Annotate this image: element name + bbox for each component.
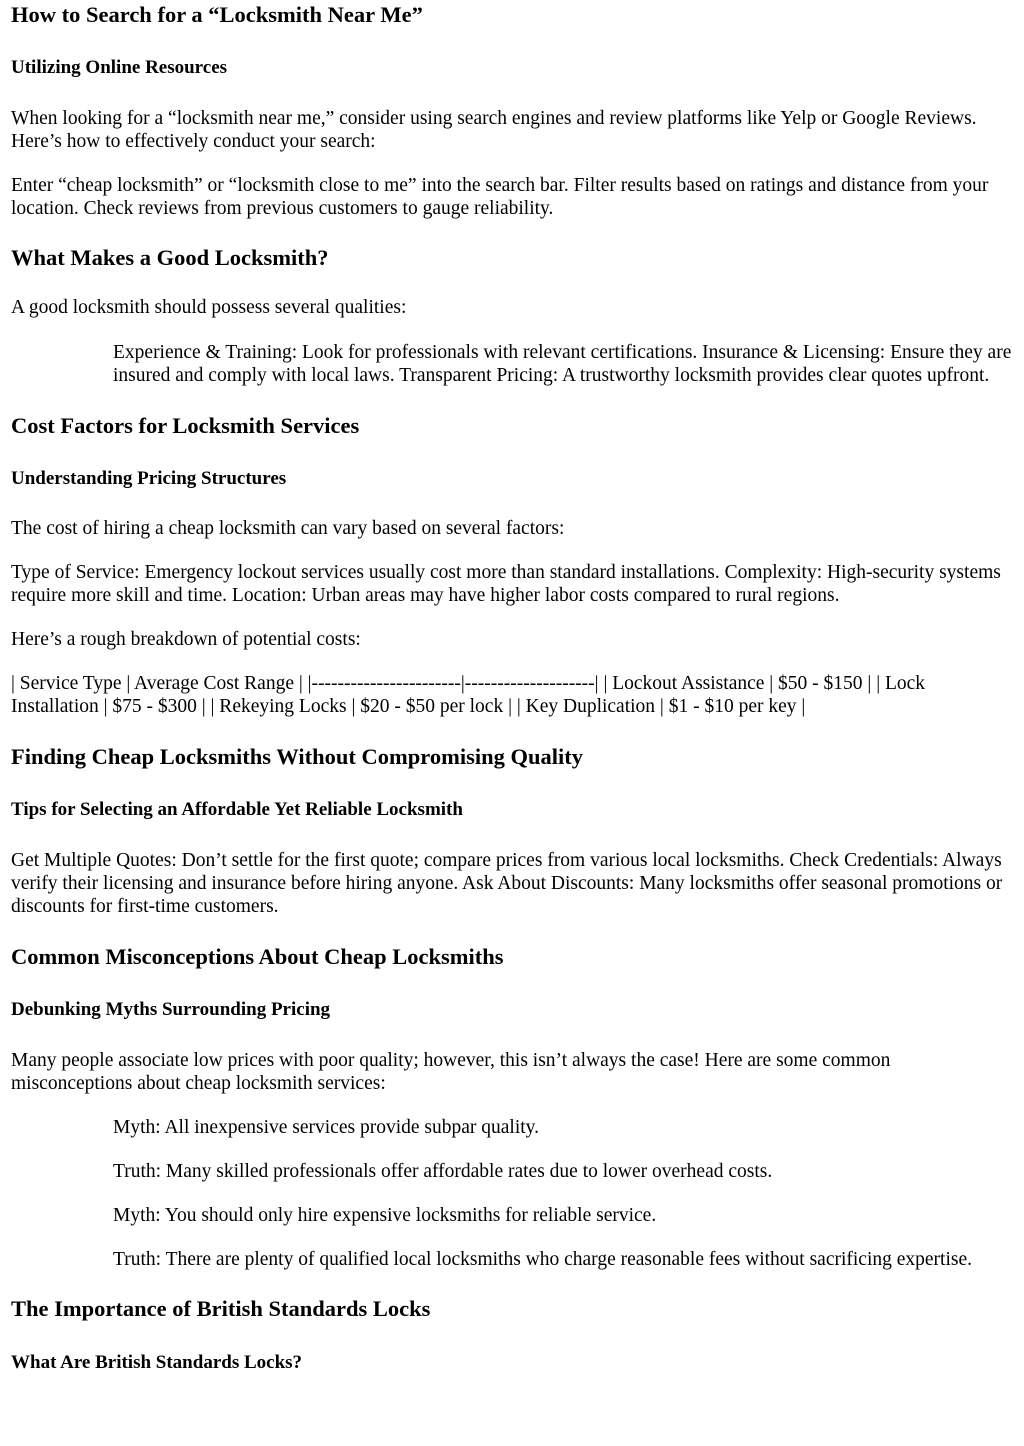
paragraph: A good locksmith should possess several qualities: [11,297,407,318]
heading-common-misconceptions: Common Misconceptions About Cheap Locksmiths [11,944,504,969]
cost-table-text: | Service Type | Average Cost Range | |-----------------------|--------------------| | Lockout Assistance | $50 - $150 | | Lock Installation | $75 - $300 | | Rekeying Locks | $20 - $50 per lock | | Key Duplication | $1 - $10 per key | [11,673,926,717]
subheading-british-standards-what: What Are British Standards Locks? [11,1352,303,1373]
heading-cost-factors: Cost Factors for Locksmith Services [11,413,360,438]
blockquote-myth: Myth: All inexpensive services provide subpar quality. [113,1117,540,1138]
paragraph: Here’s a rough breakdown of potential costs: [11,629,361,650]
heading-good-locksmith: What Makes a Good Locksmith? [11,245,329,270]
paragraph: Enter “cheap locksmith” or “locksmith close to me” into the search bar. Filter results based on ratings and distance from your location. Check reviews from previous customers to gauge reliability. [11,175,989,219]
blockquote-myth: Myth: You should only hire expensive locksmiths for reliable service. [113,1205,657,1226]
paragraph: When looking for a “locksmith near me,” consider using search engines and review platforms like Yelp or Google Reviews. Here’s how to effectively conduct your search: [11,108,977,152]
paragraph: Type of Service: Emergency lockout services usually cost more than standard installations. Complexity: High-security systems require more skill and time. Location: Urban areas may have higher labor costs compared to rural regions. [11,562,1001,606]
paragraph: Get Multiple Quotes: Don’t settle for the first quote; compare prices from various local locksmiths. Check Credentials: Always verify their licensing and insurance before hiring anyone. Ask About Discounts: Many locksmiths offer seasonal promotions or discounts for first-time customers. [11,850,1003,917]
paragraph: The cost of hiring a cheap locksmith can vary based on several factors: [11,518,565,539]
subheading-debunking-myths: Debunking Myths Surrounding Pricing [11,999,331,1020]
subheading-pricing-structures: Understanding Pricing Structures [11,468,287,489]
heading-search-locksmith-near-me: How to Search for a “Locksmith Near Me” [11,2,423,27]
heading-british-standards-importance: The Importance of British Standards Locks [11,1296,431,1321]
subheading-online-resources: Utilizing Online Resources [11,57,228,78]
subheading-tips-selecting: Tips for Selecting an Affordable Yet Reliable Locksmith [11,799,463,820]
blockquote-truth: Truth: There are plenty of qualified local locksmiths who charge reasonable fees without sacrificing expertise. [113,1249,972,1270]
heading-finding-cheap-locksmiths: Finding Cheap Locksmiths Without Compromising Quality [11,744,584,769]
blockquote-truth: Truth: Many skilled professionals offer affordable rates due to lower overhead costs. [113,1161,773,1182]
blockquote: Experience & Training: Look for professionals with relevant certifications. Insurance & Licensing: Ensure they are insured and comply with local laws. Transparent Pricing: A trustworthy locksmith provides clear quotes upfront. [113,342,1012,386]
paragraph: Many people associate low prices with poor quality; however, this isn’t always the case! Here are some common misconceptions about cheap locksmith services: [11,1050,891,1094]
